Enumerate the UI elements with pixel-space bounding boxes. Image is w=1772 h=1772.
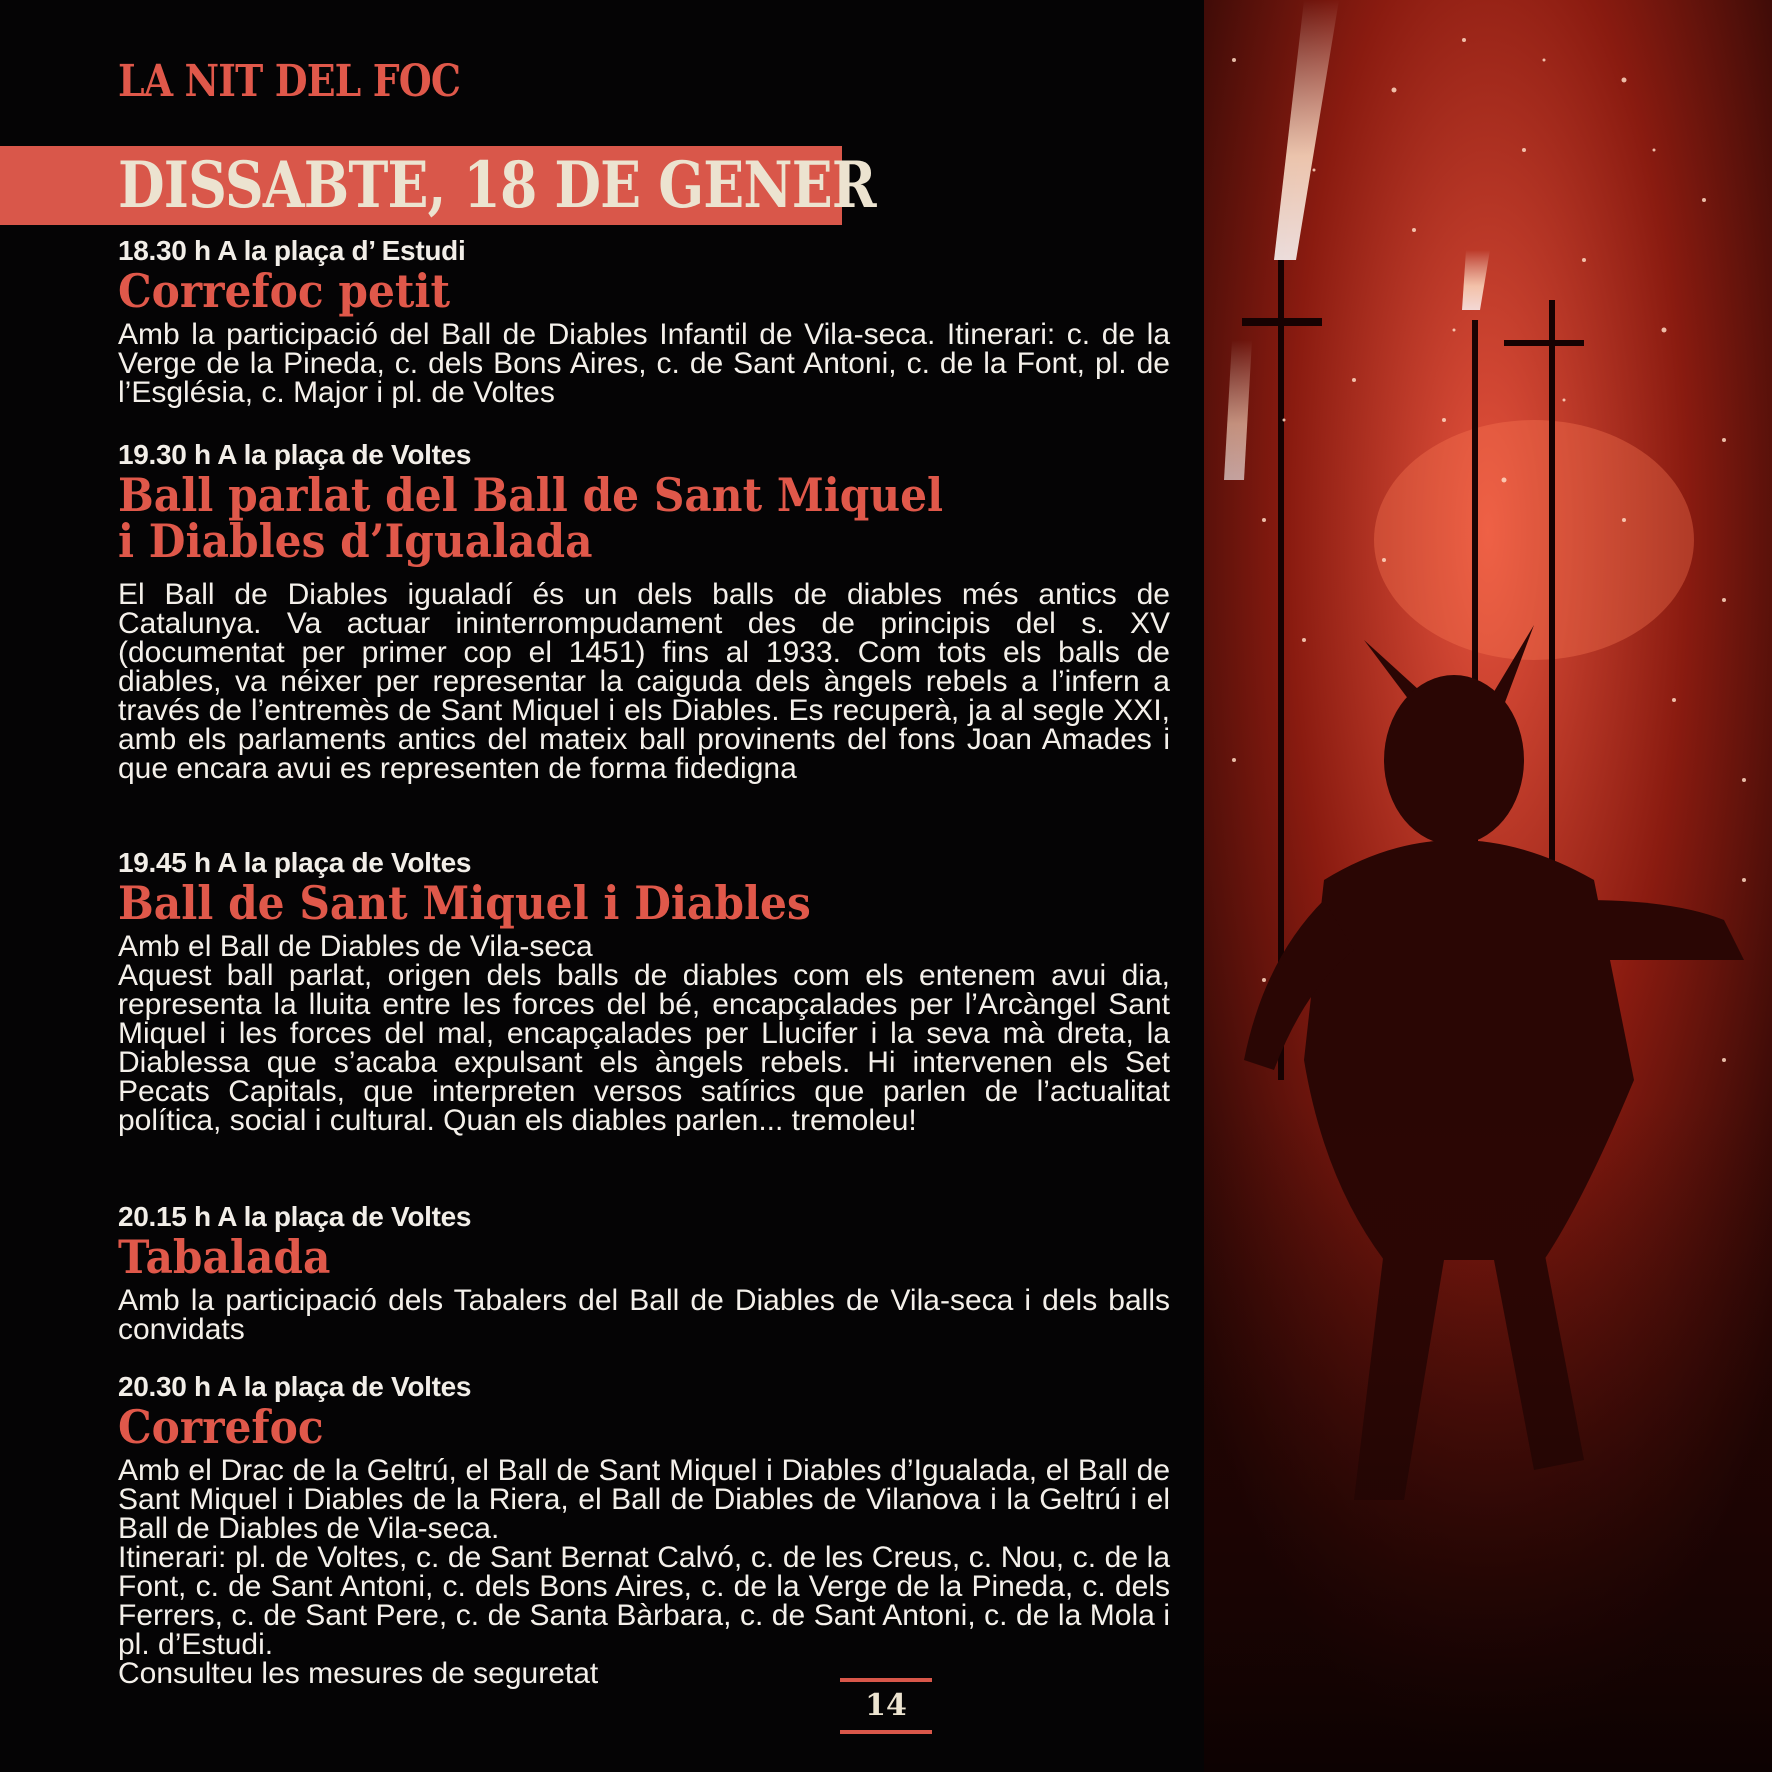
event-time: 20.15 h A la plaça de Voltes	[118, 1201, 472, 1232]
event-title-line: Correfoc	[118, 1400, 324, 1454]
event-time: 20.30 h A la plaça de Voltes	[118, 1371, 472, 1402]
event-title	[118, 264, 1086, 318]
event-time: 19.45 h A la plaça de Voltes	[118, 847, 472, 878]
description-paragraph: El Ball de Diables igualadí és un dels balls de diables més antics de Catalunya. Va actuar ininterrompudament des de principis del s. XV (documentat per primer cop el 1451) fins al 1933. Com tots els balls de diables, va néixer per representar la caiguda dels àngels rebels a l’infern a través de l’entremès de Sant Miquel i els Diables. Es recuperà, ja al segle XXI, amb els parlaments antics del mateix ball provinents del fons Joan Amades i que encara avui es representen de forma fidedigna	[118, 578, 1170, 785]
page-number: 14	[840, 1678, 932, 1734]
description-paragraph: Amb la participació dels Tabalers del Ball de Diables de Vila-seca i dels balls convidats	[118, 1284, 1170, 1346]
event-description	[118, 932, 1170, 1135]
description-paragraph: Amb el Drac de la Geltrú, el Ball de Sant Miquel i Diables d’Igualada, el Ball de Sant Miquel i Diables de la Riera, el Ball de Diables de Vilanova i la Geltrú i el Ball de Diables de Vila-seca.	[118, 1454, 1170, 1545]
devil-fireworks-photo	[1204, 0, 1772, 1772]
event-title	[118, 876, 1086, 930]
date-heading: DISSABTE, 18 DE GENER	[118, 148, 876, 223]
event-title-line: Correfoc petit	[118, 264, 451, 318]
event-title-line: Tabalada	[118, 1230, 331, 1284]
description-paragraph: Aquest ball parlat, origen dels balls de diables com els entenem avui dia, representa la lluita entre les forces del bé, encapçalades per l’Arcàngel Sant Miquel i les forces del mal, encapçalades per Llucifer i la seva mà dreta, la Diablessa que s’acaba expulsant els àngels rebels. Hi intervenen els Set Pecats Capitals, que interpreten versos satírics que parlen de l’actualitat política, social i cultural. Quan els diables parlen... tremoleu!	[118, 959, 1170, 1137]
event-time: 19.30 h A la plaça de Voltes	[118, 439, 472, 470]
event-tabalada	[118, 1202, 1170, 1344]
event-time: 18.30 h A la plaça d’ Estudi	[118, 235, 466, 266]
description-paragraph: Amb la participació del Ball de Diables Infantil de Vila-seca. Itinerari: c. de la Verge de la Pineda, c. dels Bons Aires, c. de Sant Antoni, c. de la Font, pl. de l’Església, c. Major i pl. de Voltes	[118, 318, 1170, 409]
event-correfoc	[118, 1372, 1170, 1688]
event-correfoc-petit	[118, 236, 1170, 407]
event-title-line: Ball parlat del Ball de Sant Miquel	[118, 468, 944, 522]
description-paragraph: Amb el Ball de Diables de Vila-seca	[118, 930, 593, 963]
event-description	[118, 580, 1170, 783]
event-description	[118, 1456, 1170, 1688]
event-title	[118, 468, 1086, 568]
event-title	[118, 1230, 1086, 1284]
event-description	[118, 1286, 1170, 1344]
event-title-line: i Diables d’Igualada	[118, 514, 593, 568]
event-title-line: Ball de Sant Miquel i Diables	[118, 876, 811, 930]
event-ball-sant-miquel	[118, 848, 1170, 1135]
event-ball-parlat	[118, 440, 1170, 783]
section-title: LA NIT DEL FOC	[118, 56, 461, 107]
description-paragraph: Consulteu les mesures de seguretat	[118, 1657, 599, 1690]
photo-illustration	[1204, 0, 1772, 1772]
event-title	[118, 1400, 1086, 1454]
event-description	[118, 320, 1170, 407]
description-paragraph: Itinerari: pl. de Voltes, c. de Sant Bernat Calvó, c. de les Creus, c. Nou, c. de la Font, c. de Sant Antoni, c. dels Bons Aires, c. de la Verge de la Pineda, c. dels Ferrers, c. de Sant Pere, c. de Santa Bàrbara, c. de Sant Antoni, c. de la Mola i pl. d’Estudi.	[118, 1541, 1170, 1661]
